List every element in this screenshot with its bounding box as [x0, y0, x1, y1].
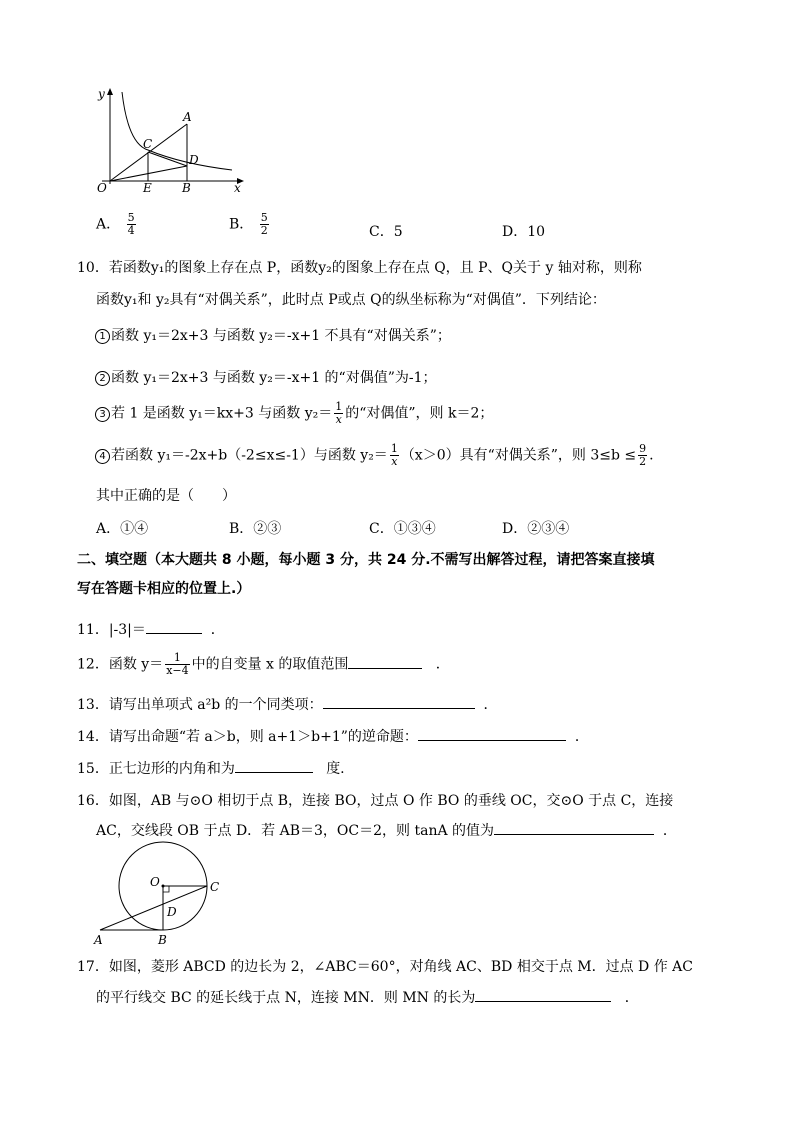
q17-line1: 17．如图，菱形 ABCD 的边长为 2，∠ABC＝60°，对角线 AC、BD 相交于点 M．过点 D 作 AC [77, 959, 693, 975]
label-B: B [182, 181, 191, 195]
statement-text: （x＞0）具有“对偶关系”，则 3≤b ≤ [400, 447, 637, 464]
fraction [165, 652, 189, 677]
center-dot [162, 885, 165, 888]
denominator: 2 [260, 224, 268, 237]
statement-text: 若 1 是函数 y₁＝kx+3 与函数 y₂＝ [111, 405, 333, 422]
q9-option-d[interactable] [502, 221, 545, 241]
circled-1: 1 [95, 329, 110, 344]
q10-text-1: 若函数y₁的图象上存在点 P，函数y₂的图象上存在点 Q，且 P、Q关于 y 轴对称，则称 [108, 260, 642, 276]
label-y: y [98, 87, 105, 101]
q10-statement-3 [94, 401, 493, 426]
denominator: x−4 [166, 664, 189, 677]
q17-end: ． [624, 990, 639, 1006]
label-D: D [189, 153, 199, 167]
q10-statement-1 [94, 325, 451, 345]
label-A: A [94, 933, 103, 947]
q10-option-d[interactable]: D．②③④ [502, 521, 570, 537]
q10-question: 其中正确的是（ ） [96, 488, 236, 504]
q16-line1: 16．如图，AB 与⊙O 相切于点 B，连接 BO，过点 O 作 BO 的垂线 OC，交⊙O 于点 C，连接 [77, 793, 674, 809]
numerator: 1 [165, 652, 189, 665]
statement-text: 的“对偶值”，则 k＝2； [345, 405, 494, 422]
q15 [77, 758, 345, 778]
y-axis-arrow [107, 88, 113, 95]
option-letter: D． [502, 224, 528, 240]
q9-option-a[interactable] [96, 212, 138, 237]
numerator: 5 [260, 211, 268, 224]
circled-3: 3 [95, 407, 110, 422]
numerator: 9 [639, 442, 647, 455]
q12-text: 12．函数 y＝ [77, 656, 164, 673]
option-text: 5 [393, 224, 403, 240]
circled-2: 2 [95, 371, 110, 386]
label-D: D [167, 905, 177, 919]
q13-text: 13．请写出单项式 a²b 的一个同类项： [77, 697, 323, 713]
q12-end: ． [435, 656, 450, 673]
q16-text: AC，交线段 OB 于点 D．若 AB＝3，OC＝2，则 tanA 的值为 [96, 823, 495, 839]
q11-end: ． [210, 622, 225, 638]
statement-text: 函数 y₁＝2x+3 与函数 y₂＝-x+1 的“对偶值”为-1； [111, 370, 437, 386]
q13 [77, 694, 498, 714]
line-CD [148, 152, 187, 166]
label-C: C [143, 137, 153, 151]
label-x: x [234, 181, 241, 195]
circle-tangent-figure [92, 838, 232, 948]
denominator: 4 [127, 224, 135, 237]
circled-4: 4 [95, 449, 110, 464]
fraction [334, 401, 343, 426]
denominator: 2 [639, 455, 647, 468]
label-B: B [158, 933, 167, 947]
section-heading-line2: 写在答题卡相应的位置上.） [77, 581, 251, 597]
option-letter: B． [229, 216, 254, 233]
denominator: x [335, 413, 342, 426]
label-C: C [210, 880, 220, 894]
q11-text: 11．|-3|＝ [77, 622, 146, 638]
q14-text: 14．请写出命题“若 a＞b，则 a+1＞b+1”的逆命题： [77, 729, 418, 745]
q15-end: 度. [326, 761, 345, 777]
label-O: O [150, 875, 160, 889]
statement-text: 若函数 y₁＝-2x+b（-2≤x≤-1）与函数 y₂＝ [111, 447, 388, 464]
label-A: A [183, 110, 192, 124]
denominator: x [391, 455, 398, 468]
q11 [77, 619, 225, 639]
q10-option-c[interactable]: C．①③④ [369, 521, 436, 537]
q16-end: ． [662, 823, 677, 839]
label-E: E [143, 181, 152, 195]
q16-line2 [96, 820, 677, 840]
q9-option-c[interactable] [369, 221, 403, 241]
section-heading-line1: 二、填空题（本大题共 8 小题，每小题 3 分，共 24 分.不需写出解答过程，请把答案直接填 [77, 552, 655, 568]
answer-blank[interactable] [475, 989, 611, 1002]
function-graph-figure [92, 84, 252, 199]
q15-text: 15．正七边形的内角和为 [77, 761, 235, 777]
q10-statement-2 [94, 367, 437, 387]
fraction [260, 212, 269, 237]
q12 [77, 652, 450, 677]
option-letter: C． [369, 224, 394, 240]
statement-text: 函数 y₁＝2x+3 与函数 y₂＝-x+1 不具有“对偶关系”； [111, 328, 451, 344]
q13-end: ． [483, 697, 498, 713]
q14 [77, 726, 589, 746]
fraction [390, 443, 399, 468]
answer-blank[interactable] [323, 696, 475, 709]
answer-blank[interactable] [146, 621, 202, 634]
q10-statement-4: 4 若函数 y₁＝-2x+b（-2≤x≤-1）与函数 y₂＝ $\frac{1}{x}$ （x＞0）具有“对偶关系”，则 3≤b ≤ $\frac{9}{2}$ . [94, 443, 654, 468]
fraction [127, 212, 136, 237]
q9-option-b[interactable] [229, 212, 271, 237]
fraction [638, 443, 647, 468]
numerator: 1 [335, 400, 343, 413]
q10-stem-line2: 函数y₁和 y₂具有“对偶关系”，此时点 P或点 Q的纵坐标称为“对偶值”．下列结论： [96, 292, 606, 308]
q14-end: ． [574, 729, 589, 745]
answer-blank[interactable] [494, 822, 654, 835]
answer-blank[interactable] [235, 760, 313, 773]
q10-option-b[interactable]: B．②③ [229, 521, 282, 537]
q10-stem-line1 [77, 257, 642, 277]
q17-text: 的平行线交 BC 的延长线于点 N，连接 MN．则 MN 的长为 [96, 990, 476, 1006]
option-letter: A． [96, 216, 121, 233]
label-O: O [97, 181, 107, 195]
q10-option-a[interactable]: A．①④ [96, 521, 149, 537]
question-number: 10． [77, 260, 109, 276]
numerator: 5 [127, 211, 135, 224]
answer-blank[interactable] [418, 728, 566, 741]
option-text: 10 [527, 224, 546, 240]
numerator: 1 [390, 442, 398, 455]
q17-line2 [96, 987, 639, 1007]
answer-blank[interactable] [348, 656, 422, 669]
segment-AC [100, 886, 207, 930]
q12-text-2: 中的自变量 x 的取值范围 [191, 656, 349, 673]
